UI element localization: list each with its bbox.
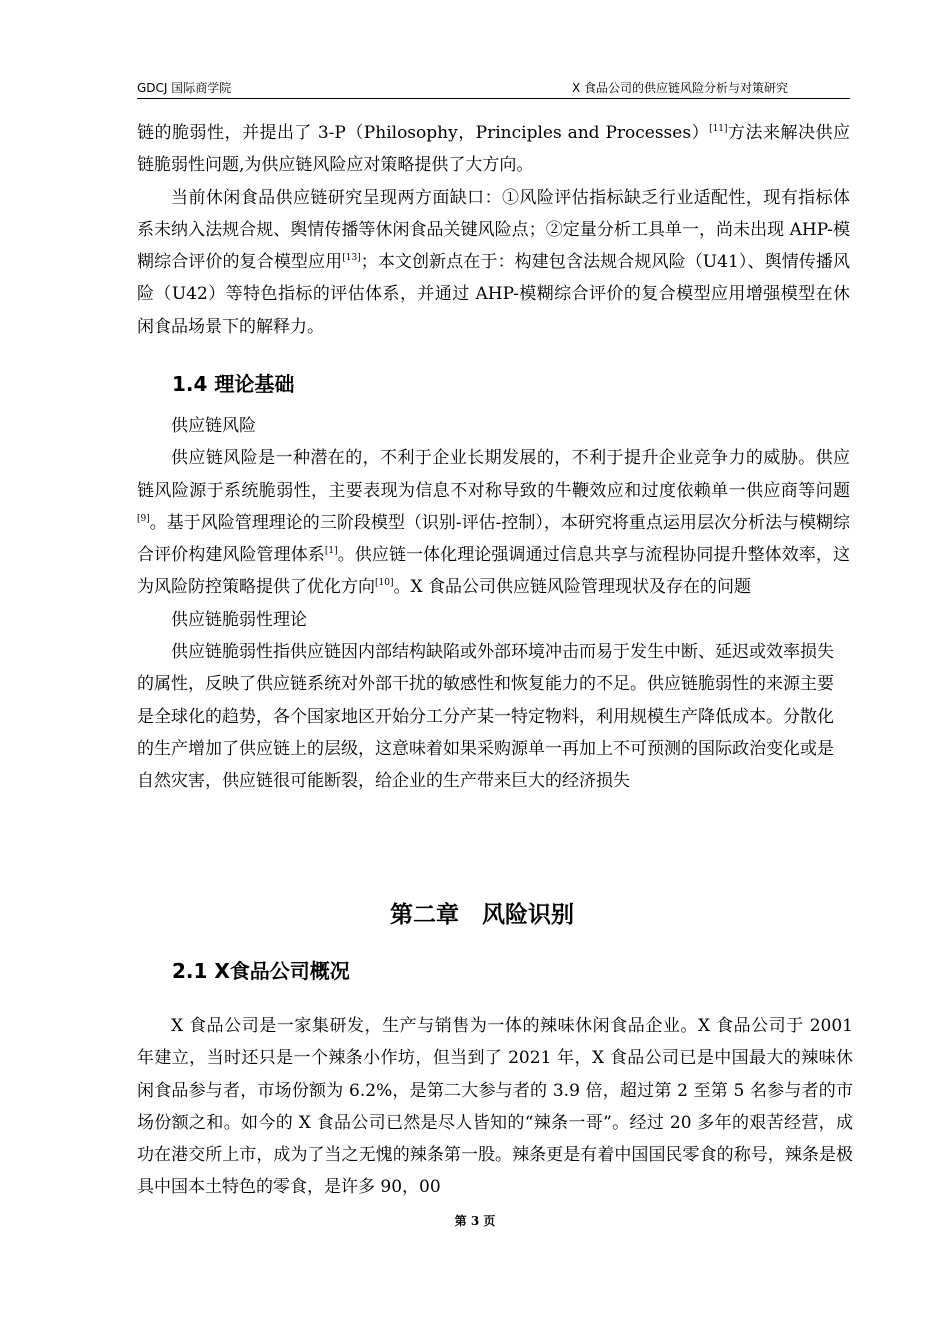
theory-section xyxy=(137,410,850,798)
citation: [11] xyxy=(709,124,728,134)
header-thesis-title: X 食品公司的供应链风险分析与对策研究 xyxy=(571,81,788,95)
paragraph: 供应链脆弱性指供应链因内部结构缺陷或外部环境冲击而易于发生中断、延迟或效率损失的属性，反映了供应链系统对外部干扰的敏感性和恢复能力的不足。供应链脆弱性的来源主要是全球化的趋势，各个国家地区开始分工分产某一特定物料，利用规模生产降低成本。分散化的生产增加了供应链上的层级，这意味着如果采购源单一再加上不可预测的国际政治变化或是自然灾害，供应链很可能断裂，给企业的生产带来巨大的经济损失 xyxy=(137,642,834,792)
page-number: 第 3 页 xyxy=(454,1214,496,1228)
chapter-title: 第二章 风险识别 xyxy=(390,902,574,928)
paragraph: 当前休闲食品供应链研究呈现两方面缺口：①风险评估指标缺乏行业适配性，现有指标体系未纳入法规合规、舆情传播等休闲食品关键风险点；②定量分析工具单一，尚未出现 AHP-模糊综合评价的复合模型应用[13]；本文创新点在于：构建包含法规合规风险（U41）、舆情传播风险（U42）等特色指标的评估体系，并通过 AHP-模糊综合评价的复合模型应用增强模型在休闲食品场景下的解释力。 xyxy=(137,187,850,337)
section-heading: 1.4 理论基础 xyxy=(172,372,295,396)
citation: [1] xyxy=(324,546,338,557)
citation: [9] xyxy=(137,513,150,524)
intro-continuation xyxy=(137,117,850,343)
citation: [13] xyxy=(342,253,361,264)
paragraph: 供应链风险是一种潜在的，不利于企业长期发展的，不利于提升企业竞争力的威胁。供应链风险源于系统脆弱性，主要表现为信息不对称导致的牛鞭效应和过度依赖单一供应商等问题[9]。基于风险管理理论的三阶段模型（识别-评估-控制），本研究将重点运用层次分析法与模糊综合评价构建风险管理体系[1]。供应链一体化理论强调通过信息共享与流程协同提升整体效率，这为风险防控策略提供了优化方向[10]。X 食品公司供应链风险管理现状及存在的问题 xyxy=(137,448,851,598)
paragraph: 链的脆弱性，并提出了 3-P（Philosophy，Principles and Processes）[11]方法来解决供应链脆弱性问题,为供应链风险应对策略提供了大方向。 xyxy=(137,123,850,176)
citation: [10] xyxy=(375,578,394,589)
company-overview xyxy=(137,1010,853,1204)
subheading: 供应链脆弱性理论 xyxy=(171,609,307,630)
section-heading: 2.1 X食品公司概况 xyxy=(172,959,350,983)
header-institution: GDCJ 国际商学院 xyxy=(137,81,232,95)
page-header xyxy=(137,78,850,99)
paragraph: X 食品公司是一家集研发，生产与销售为一体的辣味休闲食品企业。X 食品公司于 2001 年建立，当时还只是一个辣条小作坊，但当到了 2021 年，X 食品公司已是中国最大的辣味休闲食品参与者，市场份额为 6.2%，是第二大参与者的 3.9 倍，超过第 2 至第 5 名参与者的市场份额之和。如今的 X 食品公司已然是尽人皆知的“辣条一哥”。经过 20 多年的艰苦经营，成功在港交所上市，成为了当之无愧的辣条第一股。辣条更是有着中国国民零食的称号，辣条是极具中国本土特色的零食，是许多 90，00 xyxy=(137,1016,853,1198)
subheading: 供应链风险 xyxy=(171,416,256,436)
